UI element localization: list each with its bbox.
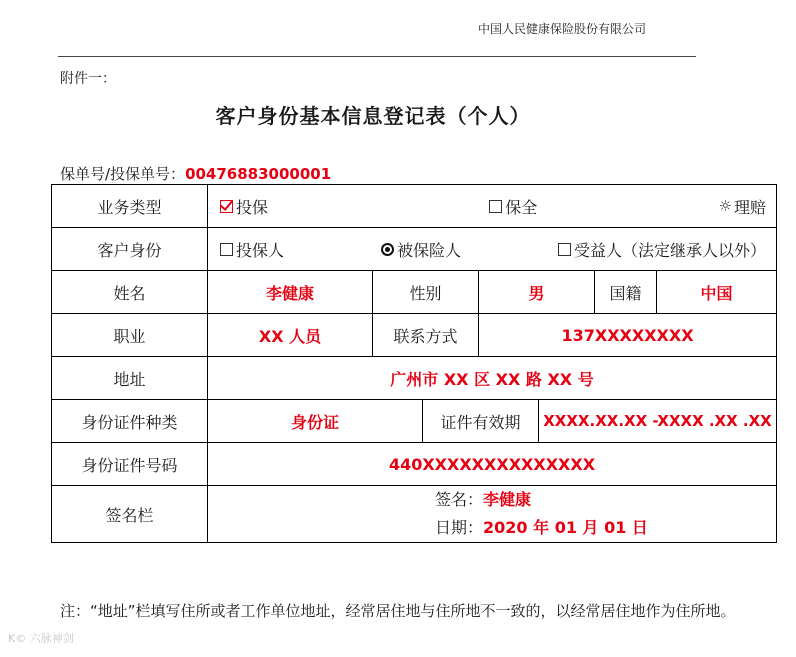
option-policyholder[interactable] (220, 238, 284, 261)
customer-identity-row (52, 228, 777, 271)
nationality-label: 国籍 (595, 271, 657, 314)
policy-number-line (60, 163, 331, 184)
option-insured-label: 被保险人 (396, 240, 461, 260)
watermark: K© 六脉神剑 (8, 632, 74, 645)
date-label: 日期： (435, 518, 484, 537)
sign-line (435, 486, 776, 514)
checkbox-icon (220, 243, 233, 256)
option-apply[interactable] (220, 195, 268, 218)
option-beneficiary-label: 受益人（法定继承人以外） (573, 240, 766, 260)
checkbox-icon (558, 243, 571, 256)
policy-number-value: 00476883000001 (185, 165, 332, 183)
date-line (435, 514, 776, 542)
option-beneficiary[interactable] (558, 238, 766, 261)
option-preservation[interactable] (489, 195, 537, 218)
id-number-row (52, 443, 777, 486)
option-claim-label: 理赔 (733, 197, 766, 217)
occupation-row (52, 314, 777, 357)
id-number-label: 身份证件号码 (52, 443, 208, 486)
signature-label: 签名栏 (52, 486, 208, 543)
nationality-value[interactable]: 中国 (657, 271, 777, 314)
date-value: 2020 年 01 月 01 日 (483, 518, 648, 537)
business-type-label: 业务类型 (52, 185, 208, 228)
option-insured[interactable] (381, 238, 461, 261)
business-type-row (52, 185, 777, 228)
option-claim[interactable] (719, 195, 766, 218)
customer-info-table (51, 184, 777, 543)
name-row (52, 271, 777, 314)
sun-radio-icon: ☼ (718, 197, 732, 215)
option-apply-label: 投保 (236, 197, 269, 217)
option-policyholder-label: 投保人 (236, 240, 285, 260)
id-type-label: 身份证件种类 (52, 400, 208, 443)
footnote: 注：“地址”栏填写住所或者工作单位地址，经常居住地与住所地不一致的，以经常居住地作为住所地。 (60, 602, 736, 620)
name-value[interactable]: 李健康 (208, 271, 373, 314)
sign-value: 李健康 (483, 490, 532, 509)
form-title: 客户身份基本信息登记表（个人） (215, 104, 531, 128)
policy-number-label: 保单号/投保单号： (60, 165, 186, 183)
contact-label: 联系方式 (373, 314, 479, 357)
gender-value[interactable]: 男 (479, 271, 595, 314)
attachment-label: 附件一： (60, 71, 116, 87)
signature-area[interactable] (208, 486, 777, 543)
checked-box-icon (220, 200, 233, 213)
id-number-value[interactable]: 440XXXXXXXXXXXXXX (208, 443, 777, 486)
validity-label: 证件有效期 (423, 400, 539, 443)
address-row (52, 357, 777, 400)
company-name: 中国人民健康保险股份有限公司 (478, 22, 647, 36)
checkbox-icon (489, 200, 502, 213)
name-label: 姓名 (52, 271, 208, 314)
contact-value[interactable]: 137XXXXXXXX (479, 314, 777, 357)
validity-value[interactable]: XXXX.XX.XX -XXXX .XX .XX (539, 400, 777, 443)
address-label: 地址 (52, 357, 208, 400)
signature-row (52, 486, 777, 543)
id-type-value[interactable]: 身份证 (208, 400, 423, 443)
selected-radio-icon (381, 243, 394, 256)
customer-identity-label: 客户身份 (52, 228, 208, 271)
gender-label: 性别 (373, 271, 479, 314)
header-divider (58, 56, 696, 57)
occupation-label: 职业 (52, 314, 208, 357)
occupation-value[interactable]: XX 人员 (208, 314, 373, 357)
sign-label: 签名： (435, 490, 484, 509)
id-type-row (52, 400, 777, 443)
address-value[interactable]: 广州市 XX 区 XX 路 XX 号 (208, 357, 777, 400)
option-preservation-label: 保全 (505, 197, 538, 217)
